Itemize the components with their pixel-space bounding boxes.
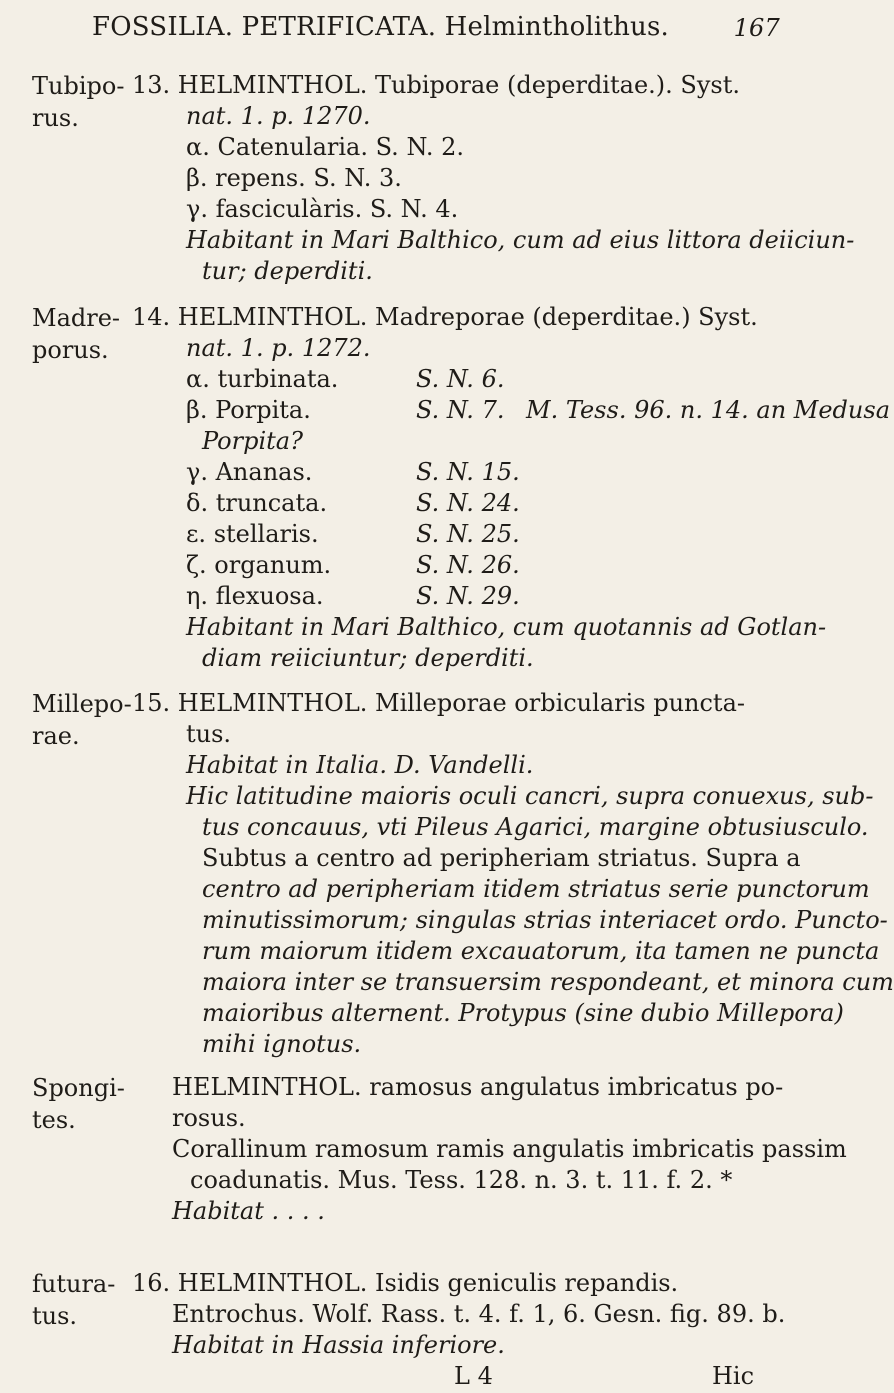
species-name: β. Porpita. (186, 396, 311, 424)
entry-line: centro ad peripheriam itidem striatus serie punctorum (202, 875, 870, 903)
entry-line (132, 519, 782, 550)
entry-heading: 16. HELMINTHOL. Isidis geniculis repandis. (132, 1269, 679, 1297)
signature-mark: L 4 (454, 1362, 493, 1390)
entry-heading: 14. HELMINTHOL. Madreporae (deperditae.) Syst. (132, 303, 758, 331)
entry-line: Habitat in Hassia inferiore. (172, 1331, 505, 1359)
entry-line: tur; deperditi. (202, 257, 373, 285)
entry-line: Habitat . . . . (172, 1197, 325, 1225)
entry-line (132, 457, 782, 488)
margin-line: Spongi- (32, 1074, 125, 1102)
entry-line: mihi ignotus. (202, 1030, 362, 1058)
species-ref: S. N. 6. (416, 365, 505, 393)
entry-line: Subtus a centro ad peripheriam striatus. Supra a (202, 844, 801, 872)
entry-line: Habitant in Mari Balthico, cum quotannis ad Gotlan- (186, 613, 827, 641)
margin-line: Millepo- (32, 690, 132, 718)
species-name: η. flexuosa. (186, 582, 324, 610)
entry-line (132, 395, 890, 426)
margin-line: rae. (32, 722, 80, 750)
entry-line (132, 488, 782, 519)
entry-line: Habitat in Italia. D. Vandelli. (186, 751, 534, 779)
species-name: γ. Ananas. (186, 458, 313, 486)
catchword: Hic (712, 1362, 755, 1390)
entry-line: Entrochus. Wolf. Rass. t. 4. f. 1, 6. Gesn. fig. 89. b. (172, 1300, 786, 1328)
species-name: α. turbinata. (186, 365, 339, 393)
entry-line: rosus. (172, 1104, 246, 1132)
margin-note (32, 1268, 116, 1332)
entry-line: minutissimorum; singulas strias interiacet ordo. Puncto- (202, 906, 888, 934)
running-header (92, 12, 780, 42)
margin-note (32, 70, 125, 134)
entry-line: maioribus alternent. Protypus (sine dubio Millepora) (202, 999, 844, 1027)
entry-line: tus. (186, 720, 232, 748)
page-number: 167 (733, 14, 780, 42)
entry-line: Porpita? (202, 427, 303, 455)
species-ref: S. N. 26. (416, 551, 520, 579)
margin-line: tus. (32, 1302, 78, 1330)
entry-line: tus concauus, vti Pileus Agarici, margine obtusiusculo. (202, 813, 869, 841)
margin-line: futura- (32, 1270, 116, 1298)
species-ref: S. N. 15. (416, 458, 520, 486)
species-name: ε. stellaris. (186, 520, 319, 548)
margin-line: porus. (32, 336, 109, 364)
margin-note (32, 1072, 125, 1136)
entry-line: Hic latitudine maioris oculi cancri, supra conuexus, sub- (186, 782, 874, 810)
entry-line: Corallinum ramosum ramis angulatis imbricatis passim (172, 1135, 847, 1163)
entry-heading: 13. HELMINTHOL. Tubiporae (deperditae.). Syst. (132, 71, 740, 99)
species-ref: M. Tess. 96. n. 14. an Medusa (526, 396, 890, 424)
entry-heading: 15. HELMINTHOL. Milleporae orbicularis puncta- (132, 689, 745, 717)
entry-line (132, 581, 782, 612)
entry-line: rum maiorum itidem excauatorum, ita tamen ne puncta (202, 937, 880, 965)
entry-line: coadunatis. Mus. Tess. 128. n. 3. t. 11. f. 2. * (190, 1166, 733, 1194)
species-ref: S. N. 29. (416, 582, 520, 610)
entry-body (132, 302, 890, 674)
entry-line: nat. 1. p. 1272. (186, 334, 371, 362)
entry-heading: HELMINTHOL. ramosus angulatus imbricatus po- (172, 1073, 784, 1101)
margin-line: Tubipo- (32, 72, 125, 100)
margin-line: Madre- (32, 304, 121, 332)
margin-line: tes. (32, 1106, 76, 1134)
species-ref: S. N. 7. (416, 396, 505, 424)
entry-line: α. Catenularia. S. N. 2. (186, 133, 465, 161)
species-name: δ. truncata. (186, 489, 328, 517)
species-ref: S. N. 24. (416, 489, 520, 517)
entry-body (132, 70, 855, 287)
entry-line (132, 550, 782, 581)
entry-line: Habitant in Mari Balthico, cum ad eius littora deiiciun- (186, 226, 855, 254)
species-ref: S. N. 25. (416, 520, 520, 548)
margin-line: rus. (32, 104, 79, 132)
entry-body (172, 1072, 847, 1227)
entry-line: γ. fasciculàris. S. N. 4. (186, 195, 459, 223)
entry-line: maiora inter se transuersim respondeant, et minora cum (202, 968, 894, 996)
species-name: ζ. organum. (186, 551, 332, 579)
entry-line (132, 364, 782, 395)
entry-line: nat. 1. p. 1270. (186, 102, 371, 130)
entry-body (132, 1268, 786, 1361)
margin-note (32, 302, 121, 366)
entry-body (132, 688, 894, 1060)
header-title: FOSSILIA. PETRIFICATA. Helmintholithus. (92, 12, 669, 42)
entry-line: β. repens. S. N. 3. (186, 164, 402, 192)
entry-line: diam reiiciuntur; deperditi. (202, 644, 534, 672)
margin-note (32, 688, 132, 752)
